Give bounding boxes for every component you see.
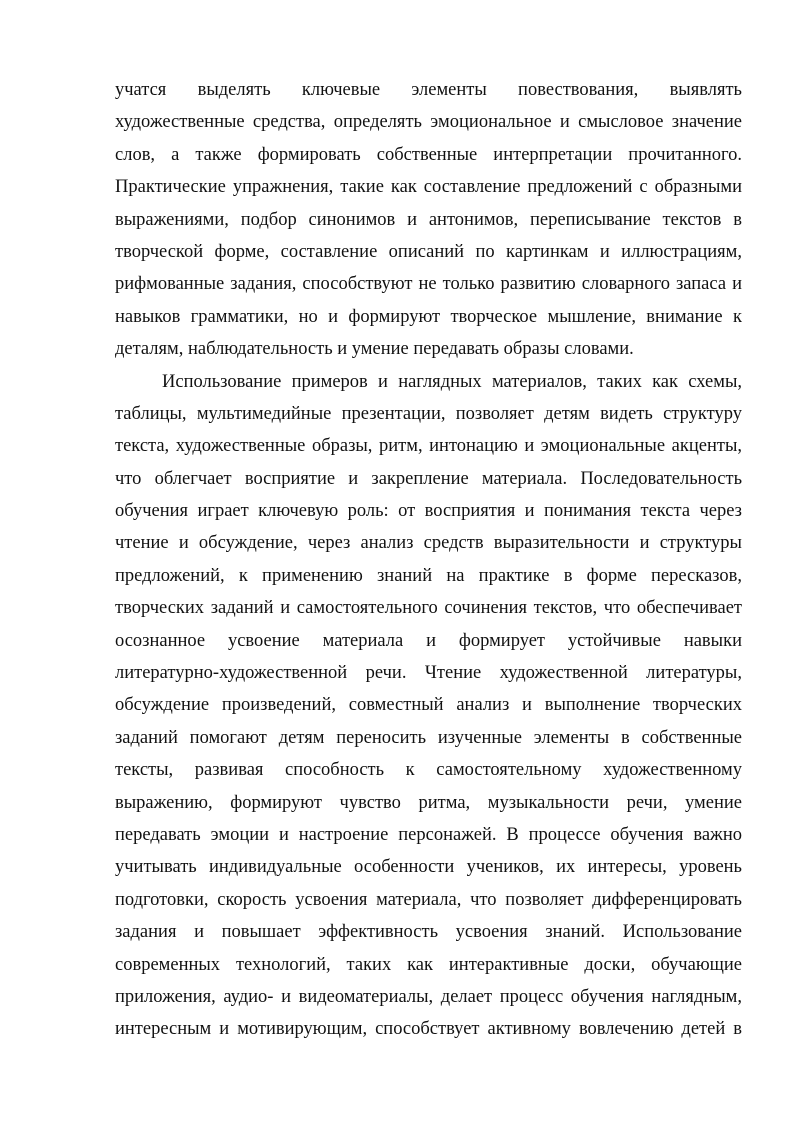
text-line: предложений, к применению знаний на практике в форме пересказов, <box>115 565 742 586</box>
text-line: Использование примеров и наглядных материалов, таких как схемы, <box>162 371 742 392</box>
text-line: творческих заданий и самостоятельного сочинения текстов, что обеспечивает <box>115 598 742 619</box>
text-line: приложения, аудио- и видеоматериалы, делает процесс обучения наглядным, <box>115 986 742 1007</box>
text-line: текста, художественные образы, ритм, интонацию и эмоциональные акценты, <box>115 436 742 457</box>
text-line: что облегчает восприятие и закрепление материала. Последовательность <box>115 468 742 489</box>
text-line: рифмованные задания, способствуют не только развитию словарного запаса и <box>115 274 742 295</box>
text-line: учатся выделять ключевые элементы повествования, выявлять <box>115 80 742 100</box>
text-line: Практические упражнения, такие как составление предложений с образными <box>115 177 742 198</box>
text-line: учитывать индивидуальные особенности учеников, их интересы, уровень <box>115 857 742 878</box>
paragraph-2 <box>115 366 742 1046</box>
text-line: таблицы, мультимедийные презентации, позволяет детям видеть структуру <box>115 403 742 424</box>
text-line: литературно-художественной речи. Чтение художественной литературы, <box>115 663 742 684</box>
text-line: тексты, развивая способность к самостоятельному художественному <box>115 760 742 781</box>
text-line: заданий помогают детям переносить изученные элементы в собственные <box>115 727 742 748</box>
text-line: задания и повышает эффективность усвоения знаний. Использование <box>115 922 742 943</box>
text-line: навыков грамматики, но и формируют творческое мышление, внимание к <box>115 306 742 327</box>
body-text <box>115 74 742 1046</box>
text-line: выражениями, подбор синонимов и антонимов, переписывание текстов в <box>115 209 742 230</box>
text-line: деталям, наблюдательность и умение передавать образы словами. <box>115 339 634 360</box>
text-line: художественные средства, определять эмоциональное и смысловое значение <box>115 112 742 133</box>
text-line: осознанное усвоение материала и формирует устойчивые навыки <box>115 630 742 651</box>
text-line: слов, а также формировать собственные интерпретации прочитанного. <box>115 144 742 165</box>
text-line: передавать эмоции и настроение персонажей. В процессе обучения важно <box>115 824 742 845</box>
text-line: выражению, формируют чувство ритма, музыкальности речи, умение <box>115 792 742 813</box>
text-line: обучения играет ключевую роль: от восприятия и понимания текста через <box>115 501 742 522</box>
text-line: интересным и мотивирующим, способствует активному вовлечению детей в <box>115 1019 742 1040</box>
text-line: обсуждение произведений, совместный анализ и выполнение творческих <box>115 695 742 716</box>
text-line: творческой форме, составление описаний по картинкам и иллюстрациям, <box>115 241 742 262</box>
paragraph-1 <box>115 74 742 366</box>
text-line: подготовки, скорость усвоения материала, что позволяет дифференцировать <box>115 889 742 910</box>
text-line: чтение и обсуждение, через анализ средств выразительности и структуры <box>115 533 742 554</box>
text-line: современных технологий, таких как интерактивные доски, обучающие <box>115 954 742 975</box>
